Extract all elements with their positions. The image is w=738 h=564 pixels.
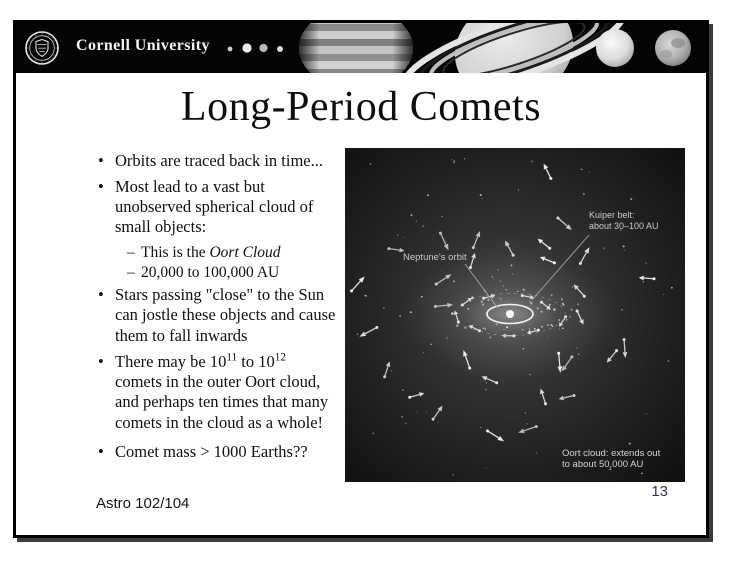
neptune-orbit-label: Neptune's orbit [403,252,467,263]
jupiter-image [299,23,413,73]
oort-cloud-label-line2: to about 50,000 AU [562,459,644,470]
sun-dot [506,310,514,318]
slide-title: Long-Period Comets [180,84,542,130]
kuiper-belt-label-line1: Kuiper belt: [589,210,635,220]
oort-cloud-diagram [345,148,685,482]
cornell-seal-logo [25,31,59,65]
planet-strip-image [214,23,706,73]
bullet-text: Orbits are traced back in time... [115,151,323,170]
header-banner [16,23,706,73]
bullet-text: Most lead to a vast but unobserved spherical cloud of small objects: [115,177,314,237]
bullet-item: • Stars passing "close" to the Sun can jostle these objects and cause them to fall inwards [98,285,336,345]
bullet-text: Stars passing "close" to the Sun can jostle these objects and cause them to fall inwards [115,285,336,345]
mars-sphere-image [655,30,691,66]
university-wordmark: Cornell University [76,37,210,54]
bullet-item: • Orbits are traced back in time... [98,151,323,170]
bullet-text: 20,000 to 100,000 AU [141,264,280,282]
bullet-item: • Most lead to a vast but unobserved spherical cloud of small objects: [98,177,314,237]
bullet-item: • Comet mass > 1000 Earths?? [98,441,308,461]
bullet-text: There may be $10^{11}$ to $10^{12}$ comets in the outer Oort cloud, and perhaps ten times that many comets in the cloud as a whole! [115,351,329,432]
footer-course-label: Astro 102/104 [96,495,190,512]
oort-cloud-label-line1: Oort cloud: extends out [562,448,661,459]
sub-bullet-item: – 20,000 to 100,000 AU [127,264,280,282]
slide [13,20,709,538]
bullet-item: • There may be $10^{11}$ to $10^{12}$ comets in the outer Oort cloud, and perhaps ten times that many comets in the cloud as a whole! [98,351,329,432]
bullet-list [98,151,336,468]
cornell-seal-icon [25,31,59,65]
sub-bullet-item: – This is the Oort Cloud [127,243,281,261]
moon-sphere-image [596,29,634,67]
page-number: 13 [651,483,668,500]
bullet-text: Comet mass > 1000 Earths?? [115,441,308,461]
bullet-text: This is the Oort Cloud [141,243,281,261]
kuiper-belt-label-line2: about 30–100 AU [589,221,659,231]
